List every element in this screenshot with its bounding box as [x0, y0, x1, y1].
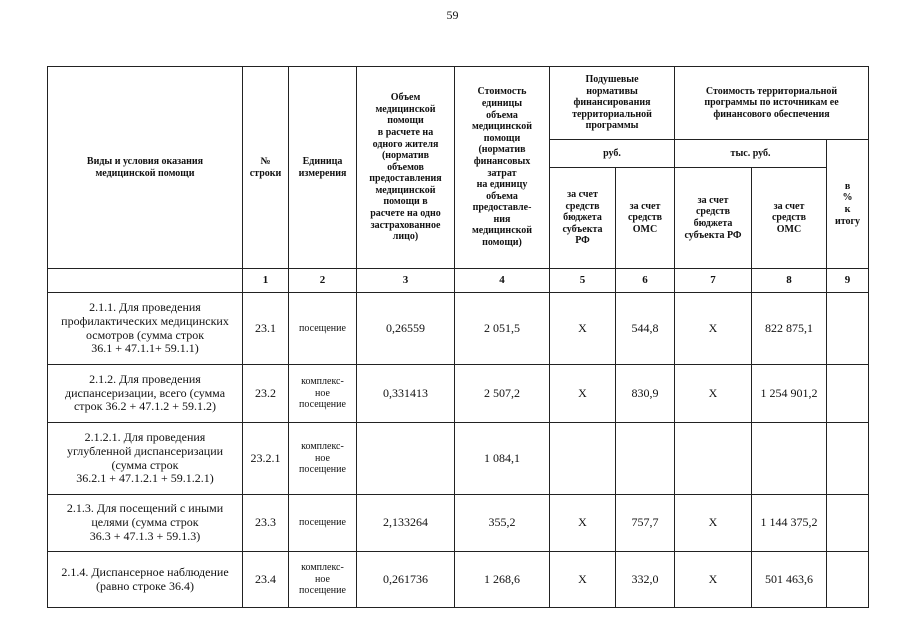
header-oms-rub — [616, 168, 675, 269]
text-line: 2.1.4. Диспансерное наблюдение — [61, 564, 229, 579]
column-number: 8 — [752, 269, 827, 293]
row-unit-cost: 2 051,5 — [455, 293, 550, 365]
text-line: объемов — [387, 161, 424, 173]
text-line: (сумма строк — [111, 457, 179, 472]
text-line: за счет — [773, 200, 805, 212]
text-line: лицо) — [392, 231, 419, 243]
row-budget-rub: Х — [550, 293, 616, 365]
row-budget-thous: Х — [675, 552, 752, 608]
text-line: комплекс- — [301, 562, 344, 574]
row-unit — [289, 495, 357, 552]
text-line: в — [844, 180, 851, 192]
text-line: ное — [315, 387, 330, 399]
row-percent — [827, 552, 869, 608]
text-line: финансового обеспечения — [713, 108, 830, 120]
row-number: 23.4 — [243, 552, 289, 608]
text-line: ное — [315, 573, 330, 585]
text-line: строки — [249, 167, 282, 179]
text-line: одного жителя — [372, 138, 439, 150]
text-line: посещение — [299, 322, 346, 334]
text-line: профилактических медицинских — [61, 313, 229, 328]
column-number: 2 — [289, 269, 357, 293]
text-line: на единицу — [476, 179, 528, 191]
column-number: 3 — [357, 269, 455, 293]
text-line: расчете на одно — [370, 208, 441, 220]
text-line: № — [260, 155, 271, 167]
header-thous-rub: тыс. руб. — [675, 140, 827, 168]
header-program-cost — [675, 67, 869, 140]
header-budget-rub — [550, 168, 616, 269]
row-budget-rub — [550, 423, 616, 495]
text-line: в расчете на — [377, 126, 434, 138]
row-oms-rub: 830,9 — [616, 365, 675, 423]
text-line: единицы — [481, 97, 523, 109]
text-line: Стоимость территориальной — [705, 85, 838, 97]
text-line: ОМС — [776, 223, 802, 235]
table-row — [48, 293, 869, 365]
text-line: помощи — [387, 115, 424, 127]
row-number: 23.2 — [243, 365, 289, 423]
text-line: 2.1.2.1. Для проведения — [84, 429, 206, 444]
text-line: 36.3 + 47.1.3 + 59.1.3) — [89, 528, 201, 543]
table-row — [48, 495, 869, 552]
row-oms-thous: 1 144 375,2 — [752, 495, 827, 552]
header-row-number — [243, 67, 289, 269]
row-unit-cost: 2 507,2 — [455, 365, 550, 423]
text-line: ОМС — [632, 223, 658, 235]
text-line: Виды и условия оказания — [86, 155, 204, 167]
text-line: территориальной — [572, 108, 652, 120]
row-volume: 0,261736 — [357, 552, 455, 608]
text-line: средств — [565, 200, 600, 212]
row-unit-cost: 355,2 — [455, 495, 550, 552]
row-percent — [827, 293, 869, 365]
column-number: 4 — [455, 269, 550, 293]
text-line: посещение — [299, 585, 346, 597]
row-unit — [289, 293, 357, 365]
row-budget-thous — [675, 423, 752, 495]
text-line: измерения — [298, 167, 347, 179]
row-name — [48, 552, 243, 608]
text-line: 2.1.1. Для проведения — [89, 299, 201, 314]
text-line: 2.1.2. Для проведения — [89, 371, 201, 386]
text-line: к — [844, 204, 851, 215]
column-number: 9 — [827, 269, 869, 293]
row-percent — [827, 495, 869, 552]
row-oms-rub: 332,0 — [616, 552, 675, 608]
column-number: 7 — [675, 269, 752, 293]
text-line: углубленной диспансеризации — [66, 443, 224, 458]
text-line: Объем — [390, 92, 421, 104]
row-name — [48, 495, 243, 552]
row-budget-thous: Х — [675, 365, 752, 423]
financing-table — [47, 66, 869, 608]
row-oms-thous: 501 463,6 — [752, 552, 827, 608]
text-line: медицинской помощи — [95, 167, 195, 179]
header-types-of-care — [48, 67, 243, 269]
column-number: 5 — [550, 269, 616, 293]
text-line: Стоимость — [477, 86, 527, 98]
row-budget-thous: Х — [675, 293, 752, 365]
text-line: 2.1.3. Для посещений с иными — [66, 501, 224, 516]
text-line: Единица — [302, 155, 343, 167]
text-line: медицинской — [375, 184, 436, 196]
row-name — [48, 423, 243, 495]
text-line: (норматив — [381, 150, 430, 162]
row-oms-rub — [616, 423, 675, 495]
text-line: помощи) — [482, 237, 522, 249]
column-number: 6 — [616, 269, 675, 293]
row-oms-thous — [752, 423, 827, 495]
text-line: целями (сумма строк — [91, 515, 199, 530]
text-line: 36.2.1 + 47.1.2.1 + 59.1.2.1) — [76, 471, 214, 486]
text-line: бюджета — [563, 212, 602, 224]
text-line: осмотров (сумма строк — [85, 327, 205, 342]
row-unit-cost: 1 084,1 — [455, 423, 550, 495]
row-oms-thous: 822 875,1 — [752, 293, 827, 365]
column-number-blank — [48, 269, 243, 293]
row-number: 23.1 — [243, 293, 289, 365]
text-line: посещение — [299, 464, 346, 476]
page-number: 59 — [446, 8, 459, 22]
text-line: комплекс- — [301, 376, 344, 388]
text-line: предоставления — [369, 173, 442, 185]
column-numbers-row — [48, 269, 869, 293]
text-line: Подушевые — [585, 74, 639, 86]
row-budget-thous: Х — [675, 495, 752, 552]
row-oms-rub: 544,8 — [616, 293, 675, 365]
row-oms-rub: 757,7 — [616, 495, 675, 552]
text-line: (норматив — [478, 144, 526, 156]
text-line: 36.1 + 47.1.1+ 59.1.1) — [91, 341, 199, 356]
table-row — [48, 365, 869, 423]
row-unit — [289, 423, 357, 495]
text-line: за счет — [629, 200, 661, 212]
text-line: средств — [695, 206, 731, 218]
text-line: ное — [315, 452, 330, 464]
row-name — [48, 365, 243, 423]
text-line: медицинской — [471, 225, 533, 237]
row-budget-rub: Х — [550, 365, 616, 423]
text-line: финансирования — [573, 97, 651, 109]
header-unit — [289, 67, 357, 269]
row-volume — [357, 423, 455, 495]
header-rub: руб. — [550, 140, 675, 168]
column-number: 1 — [243, 269, 289, 293]
text-line: РФ — [575, 235, 590, 247]
text-line: (равно строке 36.4) — [96, 578, 194, 593]
text-line: строк 36.2 + 47.1.2 + 59.1.2) — [73, 399, 217, 414]
text-line: застрахованное — [370, 219, 441, 231]
header-per-capita — [550, 67, 675, 140]
table-row — [48, 423, 869, 495]
text-line: нормативы — [586, 85, 638, 97]
text-line: итогу — [834, 215, 861, 227]
row-unit-cost: 1 268,6 — [455, 552, 550, 608]
row-oms-thous: 1 254 901,2 — [752, 365, 827, 423]
text-line: медицинской — [375, 103, 436, 115]
row-name — [48, 293, 243, 365]
row-unit — [289, 552, 357, 608]
text-line: помощи в — [383, 196, 428, 208]
header-oms-thous — [752, 168, 827, 269]
text-line: объема — [486, 190, 518, 202]
text-line: объема — [486, 109, 518, 121]
text-line: средств — [771, 212, 807, 224]
text-line: программы по источникам ее — [704, 97, 839, 109]
text-line: затрат — [487, 167, 517, 179]
table-row — [48, 552, 869, 608]
header-percent — [827, 140, 869, 269]
header-budget-thous — [675, 168, 752, 269]
text-line: ния — [493, 213, 511, 225]
row-number: 23.2.1 — [243, 423, 289, 495]
text-line: посещение — [299, 399, 346, 411]
row-volume: 0,331413 — [357, 365, 455, 423]
row-percent — [827, 365, 869, 423]
row-unit — [289, 365, 357, 423]
header-volume — [357, 67, 455, 269]
text-line: помощи — [483, 132, 521, 144]
text-line: % — [842, 192, 853, 204]
row-budget-rub: Х — [550, 552, 616, 608]
row-percent — [827, 423, 869, 495]
text-line: бюджета — [693, 218, 733, 229]
text-line: средств — [627, 212, 663, 224]
row-volume: 0,26559 — [357, 293, 455, 365]
text-line: финансовых — [473, 155, 531, 167]
row-budget-rub: Х — [550, 495, 616, 552]
text-line: медицинской — [471, 121, 533, 133]
row-number: 23.3 — [243, 495, 289, 552]
row-volume: 2,133264 — [357, 495, 455, 552]
text-line: программы — [585, 120, 639, 132]
text-line: субъекта — [562, 223, 603, 235]
text-line: за счет — [697, 194, 729, 206]
text-line: субъекта РФ — [684, 229, 742, 241]
text-line: предоставле- — [472, 202, 532, 214]
header-unit-cost — [455, 67, 550, 269]
text-line: диспансеризации, всего (сумма — [64, 385, 226, 400]
text-line: комплекс- — [301, 441, 344, 453]
text-line: посещение — [299, 517, 346, 529]
text-line: за счет — [567, 189, 598, 201]
